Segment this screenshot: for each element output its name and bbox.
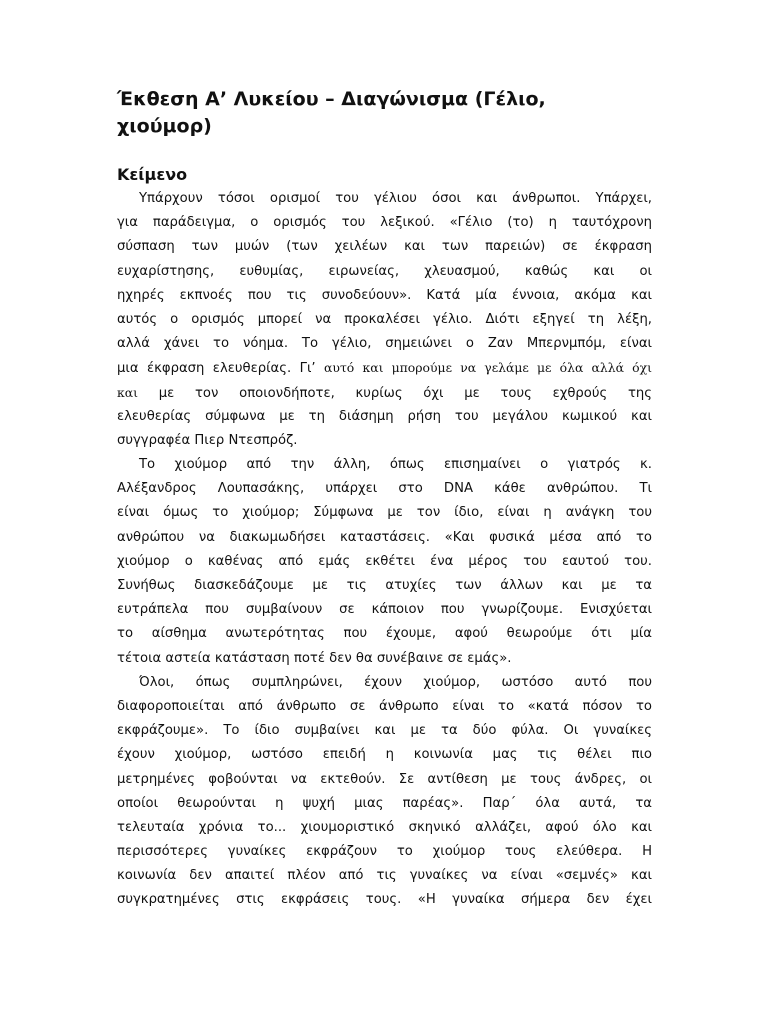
body-text	[117, 187, 652, 913]
document-title	[117, 86, 652, 140]
text-line: Συνήθως διασκεδάζουμε με τις ατυχίες των άλλων και με τα	[117, 578, 652, 593]
text-line: οποίοι θεωρούνται η ψυχή μιας παρέας». Παρ΄ όλα αυτά, τα	[117, 795, 652, 811]
text-line: το αίσθημα ανωτερότητας που έχουμε, αφού θεωρούμε ότι μία	[117, 626, 652, 642]
text-run: αυτό και μπορούμε να γελάμε με όλα αλλά όχι	[324, 360, 652, 376]
section-heading: Κείμενο	[117, 165, 188, 184]
text-line: ευτράπελα που συμβαίνουν σε κάποιον που γνωρίζουμε. Ενισχύεται	[117, 602, 652, 618]
text-run: μια έκφραση ελευθερίας. Γι’	[117, 361, 325, 377]
text-line: είναι όμως το χιούμορ; Σύμφωνα με τον ίδιο, είναι η ανάγκη του	[117, 505, 652, 521]
text-line: Αλέξανδρος Λουπασάκης, υπάρχει στο DNA κάθε ανθρώπου. Τι	[117, 481, 652, 497]
text-line: έχουν χιούμορ, ωστόσο επειδή η κοινωνία μας τις θέλει πιο	[117, 747, 652, 763]
text-line: ανθρώπου να διακωμωδήσει καταστάσεις. «Και φυσικά μέσα από το	[117, 529, 652, 545]
title-line: Έκθεση Α’ Λυκείου – Διαγώνισμα (Γέλιο,	[117, 88, 546, 110]
text-line: κοινωνία δεν απαιτεί πλέον από τις γυναίκες να είναι «σεμνές» και	[117, 868, 652, 884]
text-line: σύσπαση των μυών (των χειλέων και των παρειών) σε έκφραση	[117, 239, 652, 255]
text-line: χιούμορ ο καθένας από εμάς εκθέτει ένα μέρος του εαυτού του.	[117, 553, 652, 569]
text-line: συγκρατημένες στις εκφράσεις τους. «Η γυναίκα σήμερα δεν έχει	[117, 892, 652, 908]
text-line: διαφοροποιείται από άνθρωπο σε άνθρωπο είναι το «κατά πόσον το	[117, 698, 652, 714]
text-line	[117, 356, 652, 380]
text-run: και	[117, 384, 138, 400]
text-line: ευχαρίστησης, ευθυμίας, ειρωνείας, χλευασμού, καθώς και οι	[117, 263, 652, 279]
text-line: Όλοι, όπως συμπληρώνει, έχουν χιούμορ, ωστόσο αυτό που	[139, 674, 652, 690]
text-line: εκφράζουμε». Το ίδιο συμβαίνει και με τα δύο φύλα. Οι γυναίκες	[117, 723, 652, 739]
text-line: τέτοια αστεία κατάσταση ποτέ δεν θα συνέβαινε σε εμάς».	[117, 650, 512, 666]
text-line: περισσότερες γυναίκες εκφράζουν το χιούμορ τους ελεύθερα. Η	[117, 844, 652, 860]
text-line: Υπάρχουν τόσοι ορισμοί του γέλιου όσοι και άνθρωποι. Υπάρχει,	[139, 191, 652, 206]
text-line: ηχηρές εκπνοές που τις συνοδεύουν». Κατά μία έννοια, ακόμα και	[117, 287, 652, 303]
title-line: χιούμορ)	[117, 115, 212, 137]
text-line: ελευθερίας σύμφωνα με τη διάσημη ρήση του μεγάλου κωμικού και	[117, 408, 652, 424]
text-line: αυτός ο ορισμός μπορεί να προκαλέσει γέλιο. Διότι εξηγεί τη λέξη,	[117, 311, 652, 327]
document-page	[117, 86, 652, 913]
text-line: για παράδειγμα, ο ορισμός του λεξικού. «Γέλιο (το) η ταυτόχρονη	[117, 215, 652, 231]
text-line: συγγραφέα Πιερ Ντεσπρόζ.	[117, 432, 298, 448]
text-line: τελευταία χρόνια το... χιουμοριστικό σκηνικό αλλάζει, αφού όλο και	[117, 819, 652, 835]
text-line	[117, 381, 652, 405]
text-line: Το χιούμορ από την άλλη, όπως επισημαίνει ο γιατρός κ.	[139, 457, 652, 473]
text-run: με τον οποιονδήποτε, κυρίως όχι με τους εχθρούς της	[137, 385, 652, 401]
text-line: αλλά χάνει το νόημα. Το γέλιο, σημειώνει ο Ζαν Μπερνμπόμ, είναι	[117, 336, 652, 352]
text-line: μετρημένες φοβούνται να εκτεθούν. Σε αντίθεση με τους άνδρες, οι	[117, 771, 652, 787]
